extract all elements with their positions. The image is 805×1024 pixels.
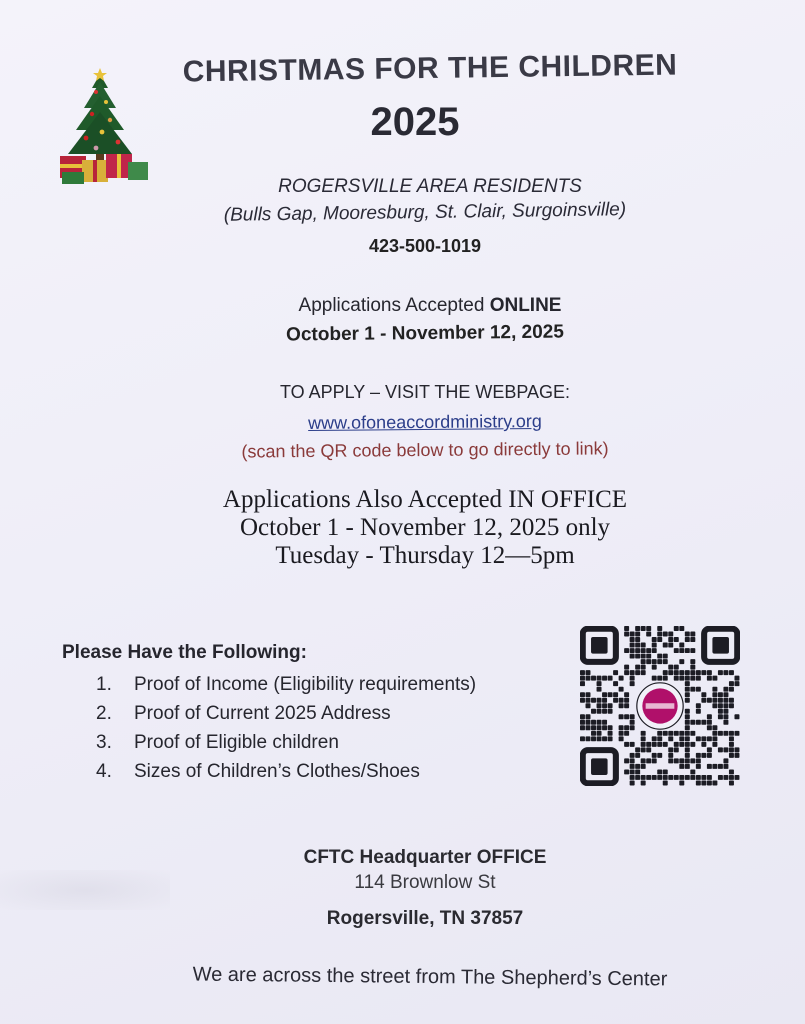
requirements-list <box>96 670 556 786</box>
office-street: 114 Brownlow St <box>354 872 496 893</box>
item-text: Proof of Current 2025 Address <box>134 703 391 724</box>
poster-year: 2025 <box>370 100 460 144</box>
in-office-line-2: October 1 - November 12, 2025 only <box>239 514 611 541</box>
item-text: Proof of Income (Eligibility requirements) <box>134 674 477 695</box>
item-number: 1. <box>96 674 112 695</box>
office-directions: We are across the street from The Shepherd’s Center <box>192 963 668 991</box>
requirements-heading: Please Have the Following: <box>62 642 307 663</box>
list-item <box>96 728 556 757</box>
in-office-line-3: Tuesday - Thursday 12—5pm <box>275 542 575 569</box>
item-number: 4. <box>96 761 112 782</box>
list-item <box>96 757 556 786</box>
item-number: 2. <box>96 703 112 724</box>
in-office-line-1: Applications Also Accepted IN OFFICE <box>222 486 628 513</box>
scan-note: (scan the QR code below to go directly to link) <box>241 438 609 462</box>
website-link[interactable]: www.ofoneaccordministry.org <box>308 410 542 434</box>
list-item <box>96 670 556 699</box>
phone-number: 423-500-1019 <box>368 236 482 256</box>
office-city: Rogersville, TN 37857 <box>326 908 524 929</box>
poster-title: CHRISTMAS FOR THE CHILDREN <box>182 48 678 89</box>
christmas-tree-icon <box>52 68 152 186</box>
item-text: Sizes of Children’s Clothes/Shoes <box>134 761 420 782</box>
apply-instruction: TO APPLY – VISIT THE WEBPAGE: <box>279 382 571 402</box>
qr-code-icon[interactable] <box>580 626 740 786</box>
online-prefix: Applications Accepted <box>298 295 490 316</box>
online-applications <box>240 295 620 317</box>
item-text: Proof of Eligible children <box>134 732 339 753</box>
item-number: 3. <box>96 732 112 753</box>
office-name: CFTC Headquarter OFFICE <box>303 847 547 868</box>
list-item <box>96 699 556 728</box>
paper-smudge <box>0 870 170 910</box>
towns-list: (Bulls Gap, Mooresburg, St. Clair, Surgoinsville) <box>223 199 627 226</box>
online-emphasis: ONLINE <box>489 295 562 316</box>
online-dates: October 1 - November 12, 2025 <box>286 321 564 346</box>
residents-heading: ROGERSVILLE AREA RESIDENTS <box>278 176 582 197</box>
